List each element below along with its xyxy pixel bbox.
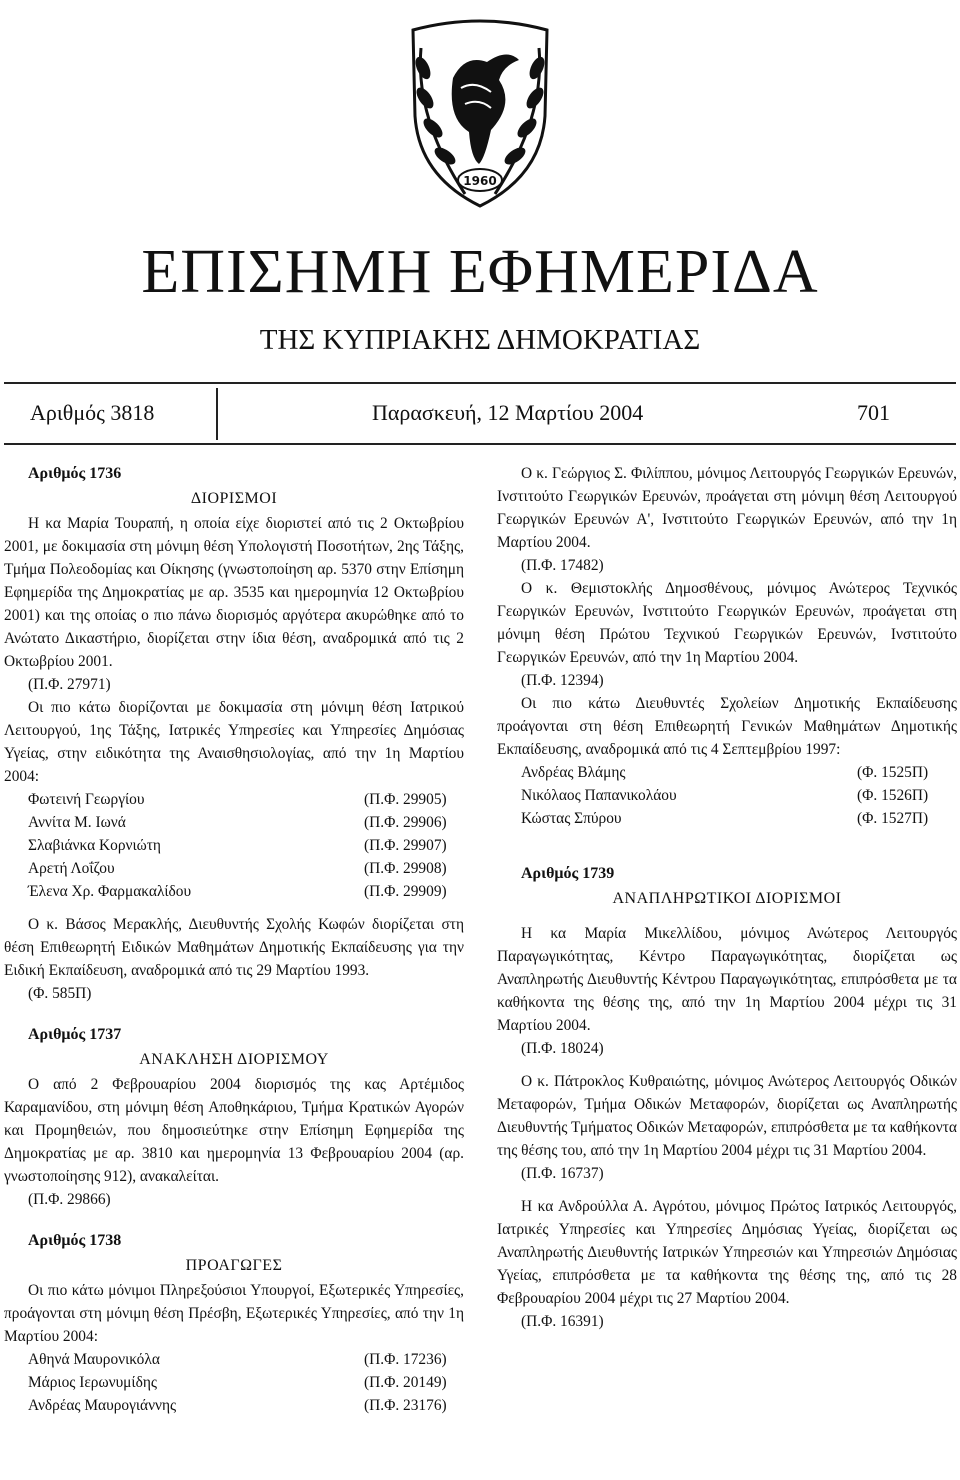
notice-1739-paragraph-1: Η κα Μαρία Μικελλίδου, μόνιμος Ανώτερος Λειτουργός Παραγωγικότητας, Κέντρο Παραγωγικότητας, διορίζεται ως Αναπληρωτής Διευθυντής Κέντρου Παραγωγικότητας, επιπρόσθετα με τα καθήκοντα της θέσης της, από την 1η Μαρτίου 2004 μέχρι τις 31 Μαρτίου 2004. bbox=[497, 925, 957, 1034]
notice-1738-paragraph-2: Ο κ. Γεώργιος Σ. Φιλίππου, μόνιμος Λειτουργός Γεωργικών Ερευνών, Ινστιτούτο Γεωργικών Ερευνών, προάγεται στη μόνιμη θέση Λειτουργού Γεωργικών Ερευνών Α', Ινστιτούτο Γεωργικών Ερευνών, από την 1η Μαρτίου 2004. bbox=[497, 465, 957, 551]
notice-1738-paragraph-1: Οι πιο κάτω μόνιμοι Πληρεξούσιοι Υπουργοί, Εξωτερικές Υπηρεσίες, προάγονται στη μόνιμη θέση Πρέσβη, Εξωτερικές Υπηρεσίες, από την 1η Μαρτίου 2004: bbox=[4, 1282, 464, 1345]
issue-date: Παρασκευή, 12 Μαρτίου 2004 bbox=[372, 400, 644, 425]
notice-1738-ref-2: (Π.Φ. 17482) bbox=[521, 557, 604, 574]
promotee-row: Ανδρέας Μαυρογιάννης (Π.Φ. 23176) bbox=[28, 1397, 447, 1414]
notice-1736-ref-1: (Π.Φ. 27971) bbox=[28, 676, 111, 693]
notice-1737-title: ΑΝΑΚΛΗΣΗ ΔΙΟΡΙΣΜΟΥ bbox=[139, 1051, 329, 1068]
notice-1738-heading: Αριθμός 1738 bbox=[28, 1232, 122, 1249]
notice-1738-title: ΠΡΟΑΓΩΓΕΣ bbox=[185, 1257, 283, 1274]
appointee-row: Φωτεινή Γεωργίου (Π.Φ. 29905) bbox=[28, 791, 447, 808]
promotee-row: Μάριος Ιερωνυμίδης (Π.Φ. 20149) bbox=[28, 1374, 447, 1391]
notice-1736-paragraph-2: Οι πιο κάτω διορίζονται με δοκιμασία στη μόνιμη θέση Ιατρικού Λειτουργού, 1ης Τάξης, Ιατρικές Υπηρεσίες και Υπηρεσίες Δημόσιας Υγείας, στην ειδικότητα της Αναισθησιολογίας, από την 1η Μαρτίου 2004: bbox=[4, 699, 464, 785]
notice-1737-heading: Αριθμός 1737 bbox=[28, 1026, 122, 1043]
gazette-title: ΕΠΙΣΗΜΗ ΕΦΗΜΕΡΙΔΑ bbox=[141, 238, 819, 306]
appointee-row: Σλαβιάνκα Κορνιώτη (Π.Φ. 29907) bbox=[28, 837, 447, 854]
header-rule-top bbox=[4, 382, 956, 384]
promotee-row: Αθηνά Μαυρονικόλα (Π.Φ. 17236) bbox=[28, 1351, 447, 1368]
promotee-row: Κώστας Σπύρου (Φ. 1527Π) bbox=[521, 810, 929, 827]
notice-1736-heading: Αριθμός 1736 bbox=[28, 465, 122, 482]
header-rule-bottom bbox=[4, 443, 956, 445]
notice-1739-paragraph-3: Η κα Ανδρούλλα Α. Αγρότου, μόνιμος Πρώτος Ιατρικός Λειτουργός, Ιατρικές Υπηρεσίες και Υπηρεσίες Δημόσιας Υγείας, διορίζεται ως Αναπληρωτής Διευθυντής Ιατρικών Υπηρεσιών και Υπηρεσιών Δημόσιας Υγείας, επιπρόσθετα με τα καθήκοντα της θέσης της, από τις 28 Φεβρουαρίου 2004 μέχρι τις 27 Μαρτίου 2004. bbox=[497, 1198, 957, 1307]
notice-1737-ref-1: (Π.Φ. 29866) bbox=[28, 1191, 111, 1208]
notice-1736-paragraph-3: Ο κ. Βάσος Μερακλής, Διευθυντής Σχολής Κωφών διορίζεται στη θέση Επιθεωρητή Ειδικών Μαθημάτων Δημοτικής Εκπαίδευσης για την Ειδική Εκπαίδευση, αναδρομικά από τις 29 Μαρτίου 1993. bbox=[4, 916, 464, 979]
notice-1739-paragraph-2: Ο κ. Πάτροκλος Κυθραιώτης, μόνιμος Ανώτερος Λειτουργός Οδικών Μεταφορών, Τμήμα Οδικών Μεταφορών, διορίζεται ως Αναπληρωτής Διευθυντής Τμήματος Οδικών Μεταφορών, επιπρόσθετα με τα καθήκοντα της θέσης του, από την 1η Μαρτίου 2004 μέχρι τις 31 Μαρτίου 2004. bbox=[497, 1073, 957, 1159]
notice-1736-paragraph-1: Η κα Μαρία Τουραπή, η οποία είχε διοριστεί από τις 2 Οκτωβρίου 2001, με δοκιμασία στη μόνιμη θέση Υπολογιστή Ποσοτήτων, 2ης Τάξης, Τμήμα Πολεοδομίας και Οίκησης (γνωστοποίηση αρ. 5370 στην Επίσημη Εφημερίδα της Δημοκρατίας με αρ. 3535 και ημερομηνία 12 Οκτωβρίου 2001) και της οποίας ο πιο πάνω διορισμός αργότερα ακυρώθηκε από το Ανώτατο Δικαστήριο, διορίζεται στην ίδια θέση, αναδρομικά από τις 2 Οκτωβρίου 2001. bbox=[4, 515, 464, 670]
issue-info-bar bbox=[0, 386, 960, 442]
notice-1739-ref-1: (Π.Φ. 18024) bbox=[521, 1040, 604, 1057]
gazette-subtitle: ΤΗΣ ΚΥΠΡΙΑΚΗΣ ΔΗΜΟΚΡΑΤΙΑΣ bbox=[259, 324, 701, 356]
appointee-row: Έλενα Χρ. Φαρμακαλίδου (Π.Φ. 29909) bbox=[28, 883, 447, 900]
coat-of-arms-emblem bbox=[395, 8, 565, 218]
notice-1738-ref-3: (Π.Φ. 12394) bbox=[521, 672, 604, 689]
appointee-row: Αννίτα Μ. Ιωνά (Π.Φ. 29906) bbox=[28, 814, 447, 831]
notice-1739-title: ΑΝΑΠΛΗΡΩΤΙΚΟΙ ΔΙΟΡΙΣΜΟΙ bbox=[612, 890, 842, 907]
notice-1736-ref-3: (Φ. 585Π) bbox=[28, 985, 92, 1002]
promotee-row: Νικόλαος Παπανικολάου (Φ. 1526Π) bbox=[521, 787, 929, 804]
info-separator bbox=[216, 388, 218, 440]
page-number: 701 bbox=[857, 400, 890, 425]
notice-1739-heading: Αριθμός 1739 bbox=[521, 865, 615, 882]
right-column bbox=[497, 462, 957, 1333]
notice-1739-ref-3: (Π.Φ. 16391) bbox=[521, 1313, 604, 1330]
appointee-row: Αρετή Λοΐζου (Π.Φ. 29908) bbox=[28, 860, 447, 877]
notice-1739-ref-2: (Π.Φ. 16737) bbox=[521, 1165, 604, 1182]
notice-1737-paragraph-1: Ο από 2 Φεβρουαρίου 2004 διορισμός της κας Αρτέμιδος Καραμανίδου, στη μόνιμη θέση Αποθηκάριου, Τμήμα Κρατικών Αγορών και Προμηθειών, που δημοσιεύτηκε στην Επίσημη Εφημερίδα της Δημοκρατίας με αρ. 3810 και ημερομηνία 13 Φεβρουαρίου 2004 (αρ. γνωστοποίησης 912), ανακαλείται. bbox=[4, 1076, 464, 1185]
left-column bbox=[4, 462, 464, 1417]
notice-1738-paragraph-4: Οι πιο κάτω Διευθυντές Σχολείων Δημοτικής Εκπαίδευσης προάγονται στη θέση Επιθεωρητή Γενικών Μαθημάτων Δημοτικής Εκπαίδευσης, αναδρομικά από τις 4 Σεπτεμβρίου 1997: bbox=[497, 695, 957, 758]
issue-number: Αριθμός 3818 bbox=[30, 400, 155, 425]
notice-1736-title: ΔΙΟΡΙΣΜΟΙ bbox=[190, 490, 278, 507]
promotee-row: Ανδρέας Βλάμης (Φ. 1525Π) bbox=[521, 764, 929, 781]
notice-1738-paragraph-3: Ο κ. Θεμιστοκλής Δημοσθένους, μόνιμος Ανώτερος Τεχνικός Γεωργικών Ερευνών, Ινστιτούτο Γεωργικών Ερευνών, προάγεται στη μόνιμη θέση Πρώτου Τεχνικού Γεωργικών Ερευνών, Ινστιτούτο Γεωργικών Ερευνών, από την 1η Μαρτίου 2004. bbox=[497, 580, 957, 666]
emblem-year: 1960 bbox=[463, 174, 497, 188]
